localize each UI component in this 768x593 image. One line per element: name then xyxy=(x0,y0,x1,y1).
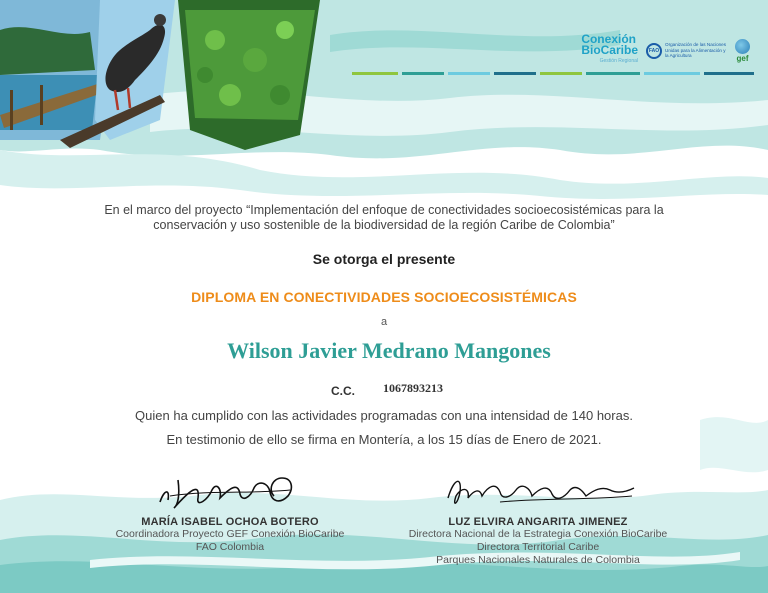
signature-image-left xyxy=(150,460,310,510)
signature-image-right xyxy=(440,468,640,513)
fao-logo-text: Organización de las Naciones Unidas para la Alimentación y la Agricultura xyxy=(665,42,727,59)
recipient-name: Wilson Javier Medrano Mangones xyxy=(227,338,551,363)
fao-logo xyxy=(646,42,727,59)
strip-segment xyxy=(644,72,700,75)
id-number: 1067893213 xyxy=(383,381,443,395)
gef-logo xyxy=(735,39,750,63)
signer-name: LUZ ELVIRA ANGARITA JIMENEZ xyxy=(448,516,628,528)
photo-mangrove xyxy=(178,0,320,150)
signer-role-line: FAO Colombia xyxy=(195,541,265,553)
signer-block-left xyxy=(80,516,380,554)
globe-icon xyxy=(735,39,750,54)
signer-role-line: Coordinadora Proyecto GEF Conexión BioCaribe xyxy=(115,528,345,540)
strip-segment xyxy=(704,72,754,75)
strip-segment xyxy=(494,72,536,75)
conexion-logo-line2: BioCaribe xyxy=(581,43,638,57)
strip-segment xyxy=(586,72,640,75)
signer-role-line: Parques Nacionales Naturales de Colombia xyxy=(436,554,640,566)
connector-word: a xyxy=(380,316,388,328)
project-intro xyxy=(40,203,728,233)
granted-heading: Se otorga el presente xyxy=(312,251,456,267)
intro-line-1: En el marco del proyecto “Implementación del enfoque de conectividades socioecosistémicas para la xyxy=(104,203,664,217)
intro-line-2: conservación y uso sostenible de la biodiversidad de la región Caribe de Colombia” xyxy=(153,218,615,232)
strip-segment xyxy=(540,72,582,75)
strip-segment xyxy=(402,72,444,75)
diploma-title: DIPLOMA EN CONECTIVIDADES SOCIOECOSISTÉMICAS xyxy=(191,289,577,305)
conexion-logo-line1: Conexión xyxy=(581,32,636,46)
signer-role-line: Directora Territorial Caribe xyxy=(476,541,600,553)
conexion-logo-sub: Gestión Regional xyxy=(599,58,638,64)
strip-segment xyxy=(352,72,398,75)
testimony-text: En testimonio de ello se firma en Montería, a los 15 días de Enero de 2021. xyxy=(166,432,602,447)
conexion-biocaribe-logo xyxy=(581,34,638,67)
fao-emblem-icon: FAO xyxy=(646,43,662,59)
signer-role-line: Directora Nacional de la Estrategia Conexión BioCaribe xyxy=(408,528,668,540)
signer-name: MARÍA ISABEL OCHOA BOTERO xyxy=(141,516,319,528)
sponsor-logos xyxy=(581,34,750,67)
id-label: C.C. xyxy=(331,384,355,398)
strip-segment xyxy=(448,72,490,75)
completion-text: Quien ha cumplido con las actividades programadas con una intensidad de 140 horas. xyxy=(135,408,633,423)
gef-logo-text: gef xyxy=(736,53,749,63)
signer-block-right xyxy=(388,516,688,567)
